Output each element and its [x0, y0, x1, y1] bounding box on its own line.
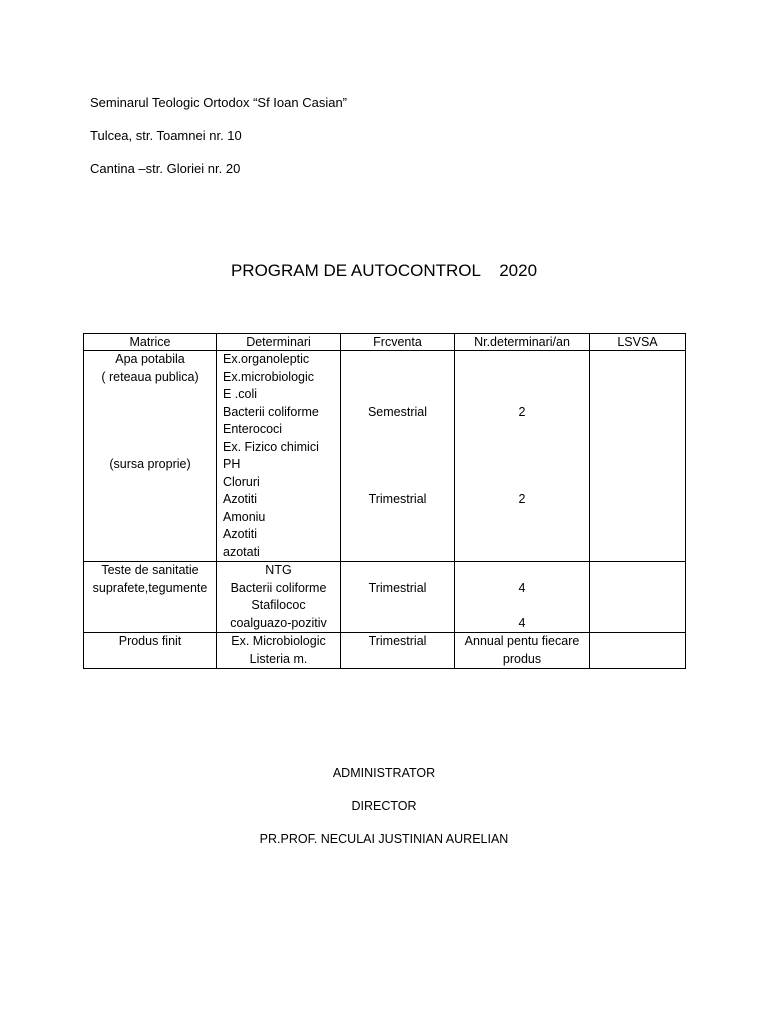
- director-name: PR.PROF. NECULAI JUSTINIAN AURELIAN: [259, 832, 509, 846]
- cell-line: Ex.organoleptic: [223, 352, 310, 366]
- cell-line: Azotiti: [223, 492, 258, 506]
- cell-frecventa: [341, 633, 455, 669]
- cell-line: [455, 351, 589, 369]
- cell-line: Amoniu: [223, 509, 266, 524]
- cell-line: coalguazo-pozitiv: [230, 615, 327, 630]
- cell-line: [341, 562, 454, 580]
- cell-line: [84, 651, 216, 669]
- cell-line: [84, 615, 216, 633]
- institution-name: Seminarul Teologic Ortodox “Sf Ioan Casian”: [90, 95, 347, 110]
- cell-line: [341, 351, 454, 369]
- cell-line: [455, 544, 589, 562]
- table-row-apa-potabila: [84, 351, 686, 562]
- cell-line: Listeria m.: [249, 651, 308, 666]
- autocontrol-table: [83, 333, 686, 669]
- cell-determinari: [217, 351, 341, 562]
- cell-line: [341, 369, 454, 387]
- cell-line: 4: [518, 615, 526, 630]
- cell-line: [455, 597, 589, 615]
- cell-line: [455, 439, 589, 457]
- cell-line: [341, 544, 454, 562]
- cell-line: [84, 421, 216, 439]
- cell-line: [84, 491, 216, 509]
- cell-line: [341, 474, 454, 492]
- cell-line: 2: [518, 492, 526, 506]
- cell-line: E .coli: [223, 387, 258, 401]
- cell-lsvsa: [590, 351, 686, 562]
- cell-line: [455, 369, 589, 387]
- cell-nr-determinari: [455, 562, 590, 633]
- table-header-row: [84, 334, 686, 351]
- cell-line: [455, 509, 589, 527]
- cell-line: NTG: [265, 563, 292, 577]
- cell-line: [341, 526, 454, 544]
- cell-line: Cloruri: [223, 474, 260, 489]
- cell-nr-determinari: [455, 351, 590, 562]
- cell-line: [455, 386, 589, 404]
- cell-line: Azotiti: [223, 527, 258, 541]
- table-row-produs-finit: [84, 633, 686, 669]
- cell-line: Ex.microbiologic: [223, 369, 315, 384]
- cell-line: [341, 509, 454, 527]
- cell-frecventa: [341, 351, 455, 562]
- cell-frecventa: [341, 562, 455, 633]
- cell-line: Stafilococ: [251, 598, 306, 612]
- column-header-nr-determinari: Nr.determinari/an: [455, 334, 590, 351]
- cell-line: Ex. Fizico chimici: [223, 439, 319, 454]
- cell-matrice: [84, 633, 217, 669]
- cell-line: [341, 597, 454, 615]
- cell-line: Annual pentu fiecare: [464, 634, 580, 648]
- cell-line: (sursa proprie): [109, 457, 191, 471]
- cell-line: suprafete,tegumente: [92, 580, 208, 595]
- cell-line: Produs finit: [118, 634, 182, 648]
- cell-line: 2: [518, 404, 526, 419]
- column-header-lsvsa: LSVSA: [590, 334, 686, 351]
- cell-matrice: [84, 562, 217, 633]
- cell-line: Bacterii coliforme: [223, 404, 319, 419]
- cell-line: [84, 597, 216, 615]
- cell-line: [455, 456, 589, 474]
- cell-line: Trimestrial: [368, 492, 427, 506]
- cell-line: [341, 421, 454, 439]
- cell-line: [84, 544, 216, 562]
- cell-matrice: [84, 351, 217, 562]
- cell-line: Teste de sanitatie: [101, 563, 199, 577]
- cell-line: [455, 526, 589, 544]
- cell-determinari: [217, 562, 341, 633]
- cell-line: [455, 474, 589, 492]
- column-header-matrice: Matrice: [84, 334, 217, 351]
- cell-line: [341, 456, 454, 474]
- cell-line: [84, 439, 216, 457]
- table-row-teste-sanitatie: [84, 562, 686, 633]
- cell-nr-determinari: [455, 633, 590, 669]
- cell-determinari: [217, 633, 341, 669]
- cell-line: [84, 404, 216, 422]
- canteen-address: Cantina –str. Gloriei nr. 20: [90, 161, 241, 176]
- cell-line: Trimestrial: [368, 634, 427, 648]
- director-label: DIRECTOR: [351, 799, 417, 813]
- cell-line: 4: [518, 580, 526, 595]
- cell-lsvsa: [590, 633, 686, 669]
- cell-line: PH: [223, 457, 241, 471]
- cell-line: [84, 526, 216, 544]
- cell-line: ( reteaua publica): [101, 369, 199, 384]
- cell-line: Apa potabila: [115, 352, 185, 366]
- document-title: PROGRAM DE AUTOCONTROL 2020: [230, 261, 538, 280]
- cell-line: Bacterii coliforme: [230, 580, 327, 595]
- cell-line: [84, 509, 216, 527]
- column-header-frecventa: Frcventa: [341, 334, 455, 351]
- cell-line: [455, 421, 589, 439]
- administrator-label: ADMINISTRATOR: [332, 766, 436, 780]
- cell-line: [84, 474, 216, 492]
- cell-line: Semestrial: [367, 404, 428, 419]
- cell-line: produs: [502, 651, 542, 666]
- cell-line: Trimestrial: [368, 580, 427, 595]
- institution-address: Tulcea, str. Toamnei nr. 10: [90, 128, 242, 143]
- cell-line: [84, 386, 216, 404]
- cell-line: Enterococi: [223, 422, 283, 436]
- cell-line: [341, 386, 454, 404]
- cell-line: [341, 615, 454, 633]
- cell-line: [455, 562, 589, 580]
- cell-line: azotati: [223, 544, 260, 559]
- cell-line: Ex. Microbiologic: [231, 634, 326, 648]
- cell-line: [341, 439, 454, 457]
- column-header-determinari: Determinari: [217, 334, 341, 351]
- cell-lsvsa: [590, 562, 686, 633]
- cell-line: [341, 651, 454, 669]
